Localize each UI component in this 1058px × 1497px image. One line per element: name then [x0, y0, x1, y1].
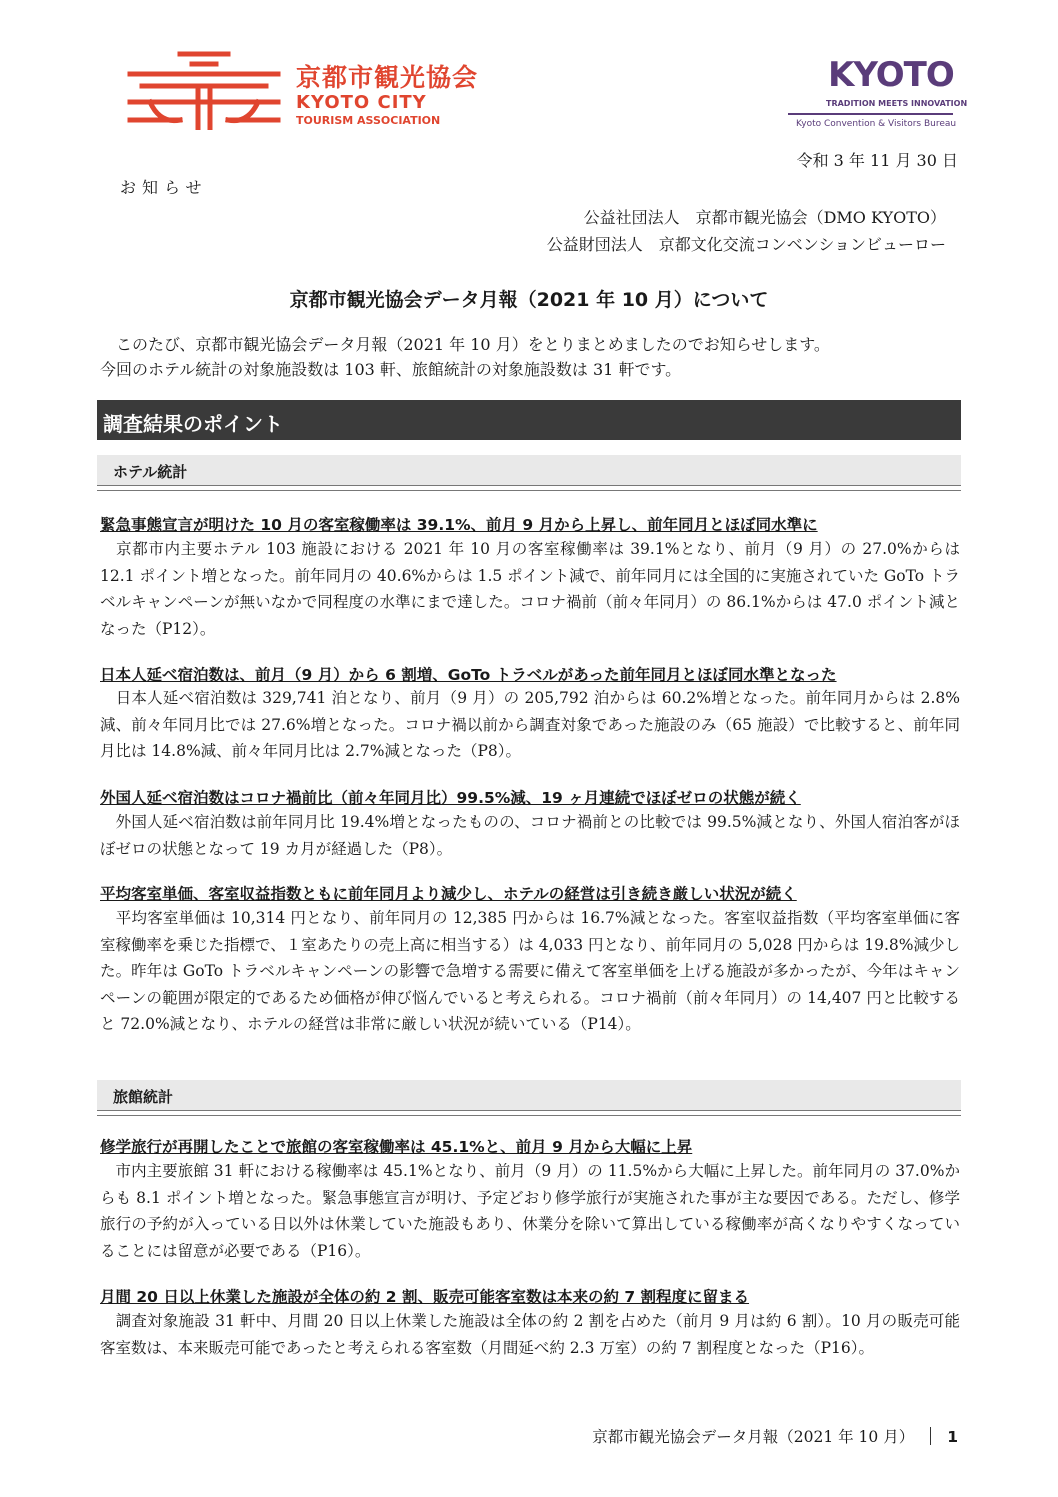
- hotel-point-1-body: 京都市内主要ホテル 103 施設における 2021 年 10 月の客室稼働率は 39.1%となり、前月（9 月）の 27.0%からは 12.1 ポイント増となった。前年同月の 40.6%からは 1.5 ポイント減で、前年同月には全国的に実施されていた GoTo トラベルキャンペーンが無いなかで同程度の水準にまで達した。コロナ禍前（前々年同月）の 86.1%からは 47.0 ポイント減となった（P12）。: [100, 540, 960, 638]
- hotel-point-1-heading: 緊急事態宣言が明けた 10 月の客室稼働率は 39.1%、前月 9 月から上昇し、前年同月とほぼ同水準に: [100, 516, 818, 534]
- page-number: 1: [947, 1428, 958, 1446]
- page-footer: [592, 1425, 958, 1447]
- hotel-point-4-heading: 平均客室単価、客室収益指数ともに前年同月より減少し、ホテルの経営は引き続き厳しい状況が続く: [100, 885, 797, 903]
- issuer-line-2: 公益財団法人 京都文化交流コンベンションビューロー: [546, 235, 946, 254]
- intro-line-2: 今回のホテル統計の対象施設数は 103 軒、旅館統計の対象施設数は 31 軒です。: [100, 360, 682, 379]
- notice-label: お知らせ: [120, 178, 208, 197]
- ryokan-point-2-body: 調査対象施設 31 軒中、月間 20 日以上休業した施設は全体の約 2 割を占めた（前月 9 月は約 6 割）。10 月の販売可能客室数は、本来販売可能であったと考えられる客室数（月間延べ約 2.3 万室）の約 7 割程度となった（P16）。: [100, 1312, 960, 1357]
- hotel-point-2-heading: 日本人延べ宿泊数は、前月（9 月）から 6 割増、GoTo トラベルがあった前年同月とほぼ同水準となった: [100, 666, 837, 684]
- kyoto-convention-logo: [788, 55, 968, 135]
- section-title: 調査結果のポイント: [103, 412, 283, 436]
- footer-separator: [930, 1427, 931, 1445]
- hotel-subsection-header: [97, 455, 961, 485]
- logo-bureau-name: Kyoto Convention & Visitors Bureau: [796, 119, 957, 129]
- intro-paragraph: [100, 332, 960, 382]
- hotel-point-4-body: 平均客室単価は 10,314 円となり、前年同月の 12,385 円からは 16.7%減となった。客室収益指数（平均客室単価に客室稼働率を乗じた指標で、１室あたりの売上高に相当する）は 4,033 円となり、前年同月の 5,028 円からは 19.8%減少した。昨年は GoTo トラベルキャンペーンの影響で急増する需要に備えて客室単価を上げる施設が多かったが、今年はキャンペーンの範囲が限定的であるため価格が伸び悩んでいると考えられる。コロナ禍前（前々年同月）の 14,407 円と比較すると 72.0%減となり、ホテルの経営は非常に厳しい状況が続いている（P14）。: [100, 909, 960, 1033]
- hotel-point-2-body: 日本人延べ宿泊数は 329,741 泊となり、前月（9 月）の 205,792 泊からは 60.2%増となった。前年同月からは 2.8%減、前々年同月比では 27.6%増となった。コロナ禍以前から調査対象であった施設のみ（65 施設）で比較すると、前年同月比は 14.8%減、前々年同月比は 2.7%減となった（P8）。: [100, 689, 960, 760]
- ryokan-point-1-body: 市内主要旅館 31 軒における稼働率は 45.1%となり、前月（9 月）の 11.5%から大幅に上昇した。前年同月の 37.0%からも 8.1 ポイント増となった。緊急事態宣言が明け、予定どおり修学旅行が実施された事が主な要因である。ただし、修学旅行の予約が入っている日以外は休業していた施設もあり、休業分を除いて算出している稼働率が高くなりやすくなっていることには留意が必要である（P16）。: [100, 1162, 960, 1260]
- intro-line-1: このたび、京都市観光協会データ月報（2021 年 10 月）をとりまとめましたのでお知らせします。: [100, 335, 830, 354]
- document-title: 京都市観光協会データ月報（2021 年 10 月）について: [289, 289, 769, 311]
- logo-en-name: KYOTO CITY: [296, 92, 427, 113]
- ryokan-subsection-header: [97, 1080, 961, 1110]
- logo-tagline: TRADITION MEETS INNOVATION: [826, 99, 968, 108]
- hotel-point-3-heading: 外国人延べ宿泊数はコロナ禍前比（前々年同月比）99.5%減、19 ヶ月連続でほぼゼロの状態が続く: [100, 789, 801, 807]
- kyoto-mark-icon: [120, 48, 288, 130]
- ryokan-divider: [97, 1110, 961, 1116]
- ryokan-subsection-title: 旅館統計: [113, 1088, 174, 1106]
- issuer-line-1: 公益社団法人 京都市観光協会（DMO KYOTO）: [583, 208, 946, 227]
- logo-divider: [788, 113, 953, 115]
- section-header: [97, 400, 961, 440]
- hotel-divider: [97, 485, 961, 491]
- issue-date: 令和 3 年 11 月 30 日: [796, 151, 958, 170]
- logo-kyoto-wordmark: KYOTO: [828, 55, 954, 95]
- logo-en-subname: TOURISM ASSOCIATION: [296, 114, 441, 127]
- ryokan-point-1-heading: 修学旅行が再開したことで旅館の客室稼働率は 45.1%と、前月 9 月から大幅に上昇: [100, 1138, 693, 1156]
- footer-title: 京都市観光協会データ月報（2021 年 10 月）: [592, 1428, 915, 1446]
- kyoto-city-tourism-logo: [120, 48, 480, 130]
- hotel-point-3-body: 外国人延べ宿泊数は前年同月比 19.4%増となったものの、コロナ禍前との比較では 99.5%減となり、外国人宿泊客がほぼゼロの状態となって 19 カ月が経過した（P8）。: [100, 813, 960, 858]
- logo-jp-name: 京都市観光協会: [296, 63, 479, 92]
- ryokan-point-2-heading: 月間 20 日以上休業した施設が全体の約 2 割、販売可能客室数は本来の約 7 割程度に留まる: [100, 1288, 750, 1306]
- hotel-subsection-title: ホテル統計: [113, 463, 188, 481]
